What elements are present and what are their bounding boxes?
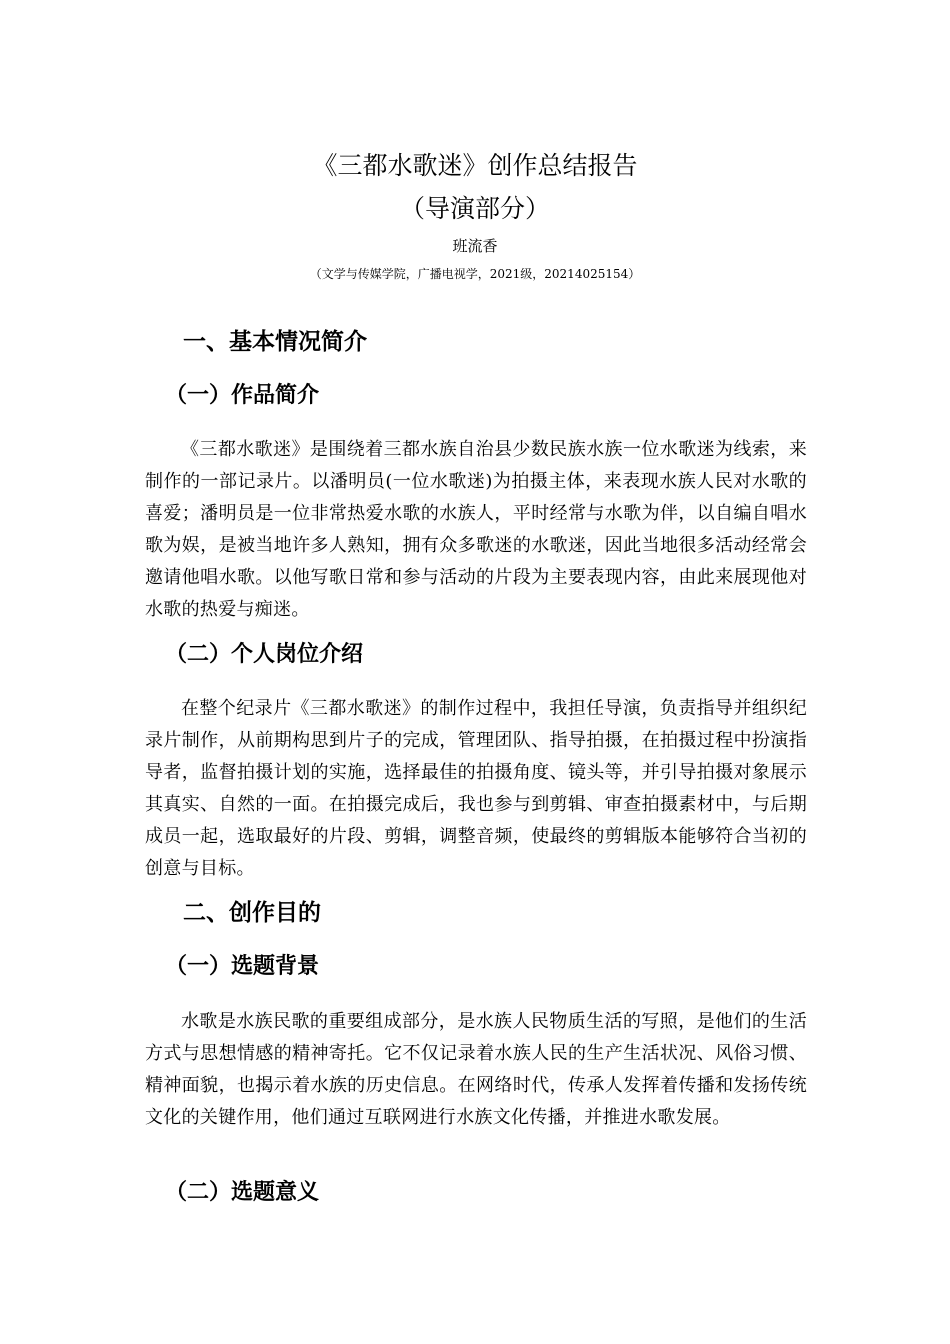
subsection-heading-background: （一）选题背景	[165, 954, 320, 979]
section-heading-basic-info: 一、基本情况简介	[183, 329, 367, 355]
paragraph-role-intro: 在整个纪录片《三都水歌迷》的制作过程中，我担任导演，负责指导并组织纪录片制作，从前期构思到片子的完成，管理团队、指导拍摄，在拍摄过程中扮演指导者，监督拍摄计划的实施，选择最佳的拍摄角度、镜头等，并引导拍摄对象展示其真实、自然的一面。在拍摄完成后，我也参与到剪辑、审查拍摄素材中，与后期成员一起，选取最好的片段、剪辑，调整音频，使最终的剪辑版本能够符合当初的创意与目标。	[145, 698, 807, 879]
paragraph-work-intro: 《三都水歌迷》是围绕着三都水族自治县少数民族水族一位水歌迷为线索，来制作的一部记录片。以潘明员(一位水歌迷)为拍摄主体，来表现水族人民对水歌的喜爱；潘明员是一位非常热爱水歌的水族人，平时经常与水歌为伴，以自编自唱水歌为娱，是被当地许多人熟知，拥有众多歌迷的水歌迷，因此当地很多活动经常会邀请他唱水歌。以他写歌日常和参与活动的片段为主要表现内容，由此来展现他对水歌的热爱与痴迷。	[145, 439, 807, 620]
subsection-heading-significance: （二）选题意义	[165, 1180, 320, 1205]
paragraph-background: 水歌是水族民歌的重要组成部分，是水族人民物质生活的写照，是他们的生活方式与思想情感的精神寄托。它不仅记录着水族人民的生产生活状况、风俗习惯、精神面貌，也揭示着水族的历史信息。在网络时代，传承人发挥着传播和发扬传统文化的关键作用，他们通过互联网进行水族文化传播，并推进水歌发展。	[145, 1011, 807, 1128]
subsection-heading-role-intro: （二）个人岗位介绍	[165, 642, 364, 667]
author-name: 班流香	[452, 237, 498, 255]
document-subtitle: （导演部分）	[399, 194, 550, 223]
section-heading-purpose: 二、创作目的	[183, 900, 321, 926]
document-title: 《三都水歌迷》创作总结报告	[312, 151, 638, 180]
subsection-heading-work-intro: （一）作品简介	[165, 383, 320, 408]
author-affiliation: （文学与传媒学院，广播电视学，2021级，20214025154）	[309, 267, 641, 281]
